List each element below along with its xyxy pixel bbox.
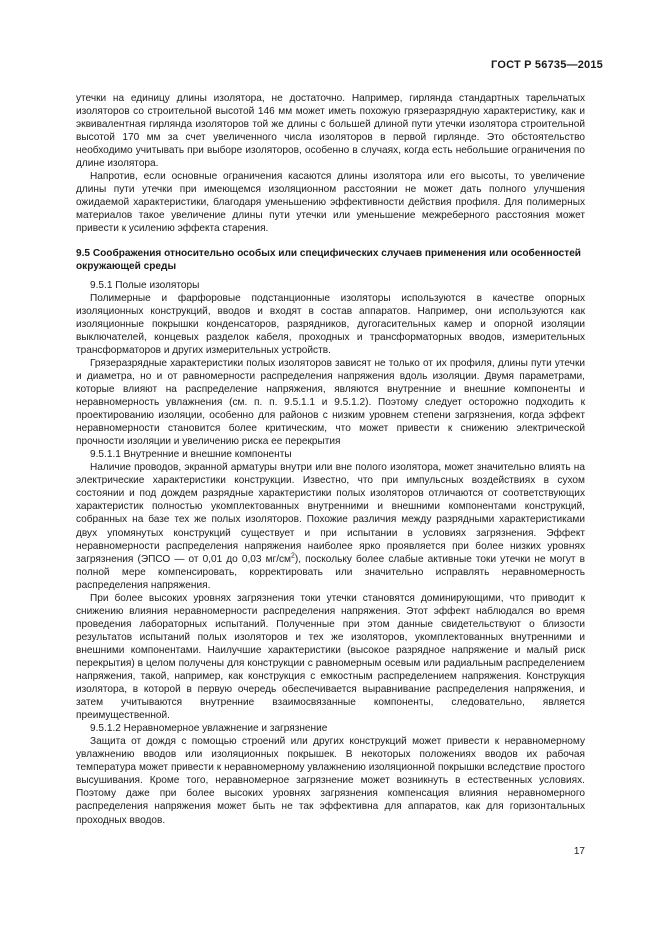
- paragraph: При более высоких уровнях загрязнения токи утечки становятся доминирующими, что приводит к снижению влияния неравномерности распределения напряжения. Этот эффект наблюдался во время проведения лабораторных испытаний. Полученные при этом данные свидетельствуют о близости результатов испытаний полых изоляторов и тех же изоляторов, укомплектованных внутренними и внешними компонентами. Наилучшие характеристики (высокое разрядное напряжение и малый риск перекрытия) в целом получены для конструкции с равномерным осевым или радиальным распределением напряжения, такой, например, как конструкция с емкостным распределением напряжения. Конструкция изолятора, в которой в первую очередь обеспечивается выравнивание распределения напряжения, и затем учитываются внутренние взаимосвязанные компоненты, следовательно, является преимущественной.: [76, 592, 585, 722]
- paragraph-with-superscript: [76, 461, 585, 591]
- subsection-heading-9-5-1-2: 9.5.1.2 Неравномерное увлажнение и загрязнение: [90, 723, 328, 735]
- document-body: [76, 92, 585, 827]
- section-heading-9-5: 9.5 Соображения относительно особых или специфических случаев применения или особенностей окружающей среды: [76, 247, 582, 272]
- paragraph: Грязеразрядные характеристики полых изоляторов зависят не только от их профиля, длины пути утечки и диаметра, но и от равномерности распределения напряжения вдоль изоляции. Двумя параметрами, которые влияют на распределение напряжения, являются внутренние и внешние компоненты и неравномерность увлажнения (см. п. п. 9.5.1.1 и 9.5.1.2). Поэтому следует осторожно подходить к проектированию изоляции, особенно для районов с низким уровнем степени загрязнения, когда эффект неравномерности становится более критическим, что может привести к снижению электрической прочности изоляции и увеличению риска ее перекрытия: [76, 357, 585, 448]
- paragraph-part: Наличие проводов, экранной арматуры внутри или вне полого изолятора, может значительно влиять на электрические характеристики конструкции. Известно, что при импульсных воздействиях в сухом состоянии и под дождем разрядные характеристики полых изоляторов отличаются от соответствующих характеристик полностью укомплектованных внутренними и внешними компонентами конструкций, собранных на базе тех же полых изоляторов. Похожие различия между разрядными характеристиками двух упомянутых конструкций существует и при испытании в условиях загрязнения. Эффект неравномерности распределения напряжения наиболее ярко проявляется при более низких уровнях загрязнения (ЭПСО — от 0,01 до 0,03 мг/см: [76, 462, 585, 565]
- paragraph-continuation: утечки на единицу длины изолятора, не достаточно. Например, гирлянда стандартных тарельчатых изоляторов со строительной высотой 146 мм может иметь похожую грязеразрядную характеристику, как и эквивалентная гирлянда изоляторов той же длины с большей длиной пути утечки изолятора строительной высотой 170 мм за счет увеличенного числа изоляторов в первой гирлянде. Это обстоятельство необходимо учитывать при выборе изоляторов, особенно в случаях, когда есть небольшие ограничения по длине изолятора.: [76, 93, 585, 170]
- paragraph-part: ), поскольку более слабые активные токи утечки не могут в полной мере компенсировать, корректировать или значительно исправлять неравномерность распределения напряжения.: [76, 553, 585, 591]
- subsection-heading-9-5-1-1: 9.5.1.1 Внутренние и внешние компоненты: [90, 449, 292, 461]
- paragraph: Полимерные и фарфоровые подстанционные изоляторы используются в качестве опорных изоляционных конструкций, вводов и входят в состав аппаратов. Например, они используются как изоляционные покрышки конденсаторов, разрядников, дугогасительных камер и опорной изоляции выключателей, концевых разделок кабеля, проходных и трансформаторных вводов, измерительных трансформаторов и других измерительных устройств.: [76, 292, 585, 356]
- paragraph: Напротив, если основные ограничения касаются длины изолятора или его высоты, то увеличение длины пути утечки при имеющемся изоляционном расстоянии не может дать полного улучшения ожидаемой характеристики, благодаря уменьшению эффективности действия профиля. Для полимерных материалов такое увеличение длины пути утечки или уменьшение межреберного расстояния может привести к усилению эффекта старения.: [76, 171, 585, 235]
- superscript: 2: [291, 552, 295, 560]
- standard-header: ГОСТ Р 56735—2015: [491, 59, 603, 71]
- page-number: 17: [573, 846, 585, 857]
- paragraph: Защита от дождя с помощью строений или других конструкций может привести к неравномерному увлажнению вводов или изоляционных покрышек. В некоторых положениях вводов их рабочая температура может привести к неравномерному увлажнению изоляционной покрышки вследствие простого высушивания. Кроме того, неравномерное загрязнение может возникнуть в естественных условиях. Поэтому даже при более высоких уровнях загрязнения компенсация влияния неравномерного распределения напряжения может быть не так эффективна для аппаратов, как для горизонтальных проходных вводов.: [76, 736, 585, 826]
- subsection-heading-9-5-1: 9.5.1 Полые изоляторы: [90, 279, 200, 291]
